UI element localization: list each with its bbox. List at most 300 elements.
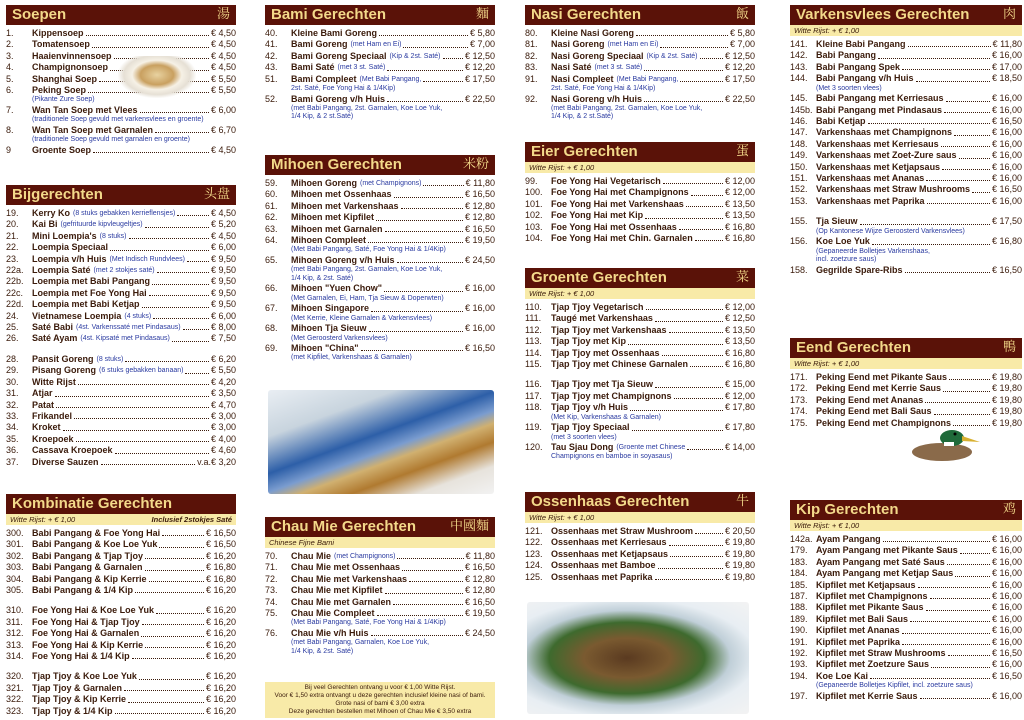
noodle-dish-image — [268, 390, 494, 494]
dot-leader — [115, 445, 209, 453]
item-price: € 3,00 — [210, 410, 236, 421]
item-description: incl. zoetzure saus) — [816, 256, 877, 263]
item-number: 91. — [525, 73, 538, 84]
item-name: Kipfilet met Zoetzure Saus — [816, 659, 930, 670]
dot-leader — [177, 208, 209, 216]
menu-item — [6, 400, 236, 411]
dot-leader — [680, 74, 723, 82]
menu-item — [6, 651, 236, 662]
item-number: 22c. — [6, 287, 24, 298]
item-price: € 13,50 — [724, 198, 755, 209]
item-price: € 4,60 — [210, 445, 236, 456]
item-price: € 16,50 — [464, 223, 495, 234]
item-price: € 17,50 — [991, 216, 1022, 227]
dot-leader — [132, 651, 204, 659]
item-price: € 12,00 — [724, 390, 755, 401]
section-nasi — [525, 5, 755, 122]
section-varkensvlees — [790, 5, 1022, 276]
menu-item — [6, 254, 236, 265]
item-name: Mihoen Tja Sieuw — [291, 323, 367, 334]
menu-item — [6, 551, 236, 562]
item-name: Loempia Speciaal — [32, 242, 109, 253]
menu-item — [790, 659, 1022, 670]
item-name: Foe Yong Hai & Kip Kerrie — [32, 639, 144, 650]
section-title: Bami Gerechten — [271, 6, 387, 23]
dot-leader — [140, 105, 209, 113]
menu-item — [790, 395, 1022, 406]
item-price: € 13,50 — [724, 336, 755, 347]
item-name: Nasi Saté — [551, 62, 592, 73]
dot-leader — [636, 28, 728, 36]
item-number: 117. — [525, 390, 542, 401]
item-price: € 16,00 — [991, 534, 1022, 544]
dot-leader — [690, 359, 723, 367]
item-price: € 16,80 — [205, 573, 236, 584]
item-name: Ossenhaas met Bamboe — [551, 560, 656, 571]
dot-leader — [674, 391, 723, 399]
item-number: 34. — [6, 422, 19, 433]
item-price: € 16,20 — [205, 585, 236, 596]
item-number: 68. — [265, 323, 278, 334]
dot-leader — [443, 51, 463, 59]
item-name: Foe Yong Hai & Garnalen — [32, 628, 140, 639]
item-note: (met 3 st. Saté) — [337, 64, 386, 72]
dot-leader — [949, 372, 990, 380]
item-note: (met Champignons) — [334, 553, 396, 560]
item-number: 6. — [6, 85, 14, 96]
item-price: € 4,70 — [210, 399, 236, 410]
item-price: € 16,80 — [724, 221, 755, 232]
dot-leader — [646, 302, 723, 310]
menu-item — [6, 333, 236, 344]
item-number: 73. — [265, 585, 278, 596]
dot-leader — [56, 400, 209, 408]
item-price: € 16,20 — [205, 628, 236, 639]
item-price: € 19,80 — [724, 548, 755, 559]
section-subheader — [525, 288, 755, 299]
menu-list — [525, 176, 755, 244]
menu-item — [265, 323, 495, 334]
item-name: Kroket — [32, 422, 61, 433]
item-number: 110. — [525, 302, 542, 312]
item-price: € 4,50 — [210, 50, 236, 61]
section-title: Kip Gerechten — [796, 501, 899, 518]
item-price: € 9,50 — [210, 253, 236, 264]
item-number: 72. — [265, 573, 278, 584]
dot-leader — [691, 187, 723, 195]
menu-item — [790, 671, 1022, 682]
menu-item — [525, 526, 755, 537]
menu-item — [525, 187, 755, 198]
item-number: 30. — [6, 376, 19, 387]
dot-leader — [700, 51, 723, 59]
item-description: (met 3 soorten vlees) — [551, 433, 617, 441]
dot-leader — [152, 276, 209, 284]
menu-list — [265, 551, 495, 656]
item-name: Kippensoep — [32, 28, 84, 38]
note-line: Deze gerechten bestellen met Mihoen of Chau Mie € 3,50 extra — [288, 708, 472, 715]
item-price: € 16,00 — [991, 138, 1022, 149]
dot-leader — [183, 322, 209, 330]
item-number: 23. — [6, 253, 19, 264]
list-gap — [6, 662, 236, 671]
item-price: € 24,50 — [464, 254, 495, 265]
chinese-title: 麵 — [475, 7, 489, 22]
item-number: 26. — [6, 333, 19, 344]
menu-item — [6, 265, 236, 276]
section-title: Varkensvlees Gerechten — [796, 6, 970, 23]
item-number: 150. — [790, 161, 808, 172]
menu-item — [525, 222, 755, 233]
dot-leader — [78, 377, 209, 385]
menu-item — [265, 562, 495, 573]
item-name: Tjap Tjoy met Tja Sieuw — [551, 379, 654, 390]
item-price: € 6,20 — [210, 353, 236, 364]
dot-leader — [369, 323, 463, 331]
item-name: Mihoen "China" — [291, 343, 359, 354]
item-number: 156. — [790, 236, 808, 247]
dot-leader — [920, 691, 990, 699]
item-price: € 12,50 — [724, 313, 755, 324]
item-name: Pansit Goreng — [32, 353, 94, 364]
menu-item — [6, 39, 236, 50]
menu-item — [6, 528, 236, 539]
item-note: (Met Babi Pangang, — [616, 75, 679, 83]
item-note: (6 stuks gebakken banaan) — [99, 367, 184, 375]
item-description: (met Babi Pangang, Garnalen, Koe Loe Yuk, — [291, 639, 430, 647]
item-name: Babi Ketjap — [816, 115, 866, 126]
item-price: € 19,80 — [991, 406, 1022, 417]
dot-leader — [916, 73, 990, 81]
menu-item — [265, 189, 495, 200]
menu-list — [790, 534, 1022, 702]
dot-leader — [959, 150, 990, 158]
dot-leader — [954, 127, 990, 135]
dot-leader — [185, 365, 209, 373]
dot-leader — [423, 178, 463, 186]
section-subheader — [265, 537, 495, 548]
item-number: 36. — [6, 445, 19, 456]
item-price: € 16,00 — [991, 591, 1022, 602]
dot-leader — [377, 608, 463, 616]
menu-item — [525, 74, 755, 85]
dot-leader — [157, 265, 209, 273]
item-description: (Gepaneerde Bolletjes Kipfilet, incl. zoetzure saus) — [816, 682, 973, 690]
dot-leader — [403, 39, 467, 47]
menu-item — [6, 605, 236, 616]
menu-item — [790, 625, 1022, 636]
item-price: € 14,00 — [724, 442, 755, 453]
item-price: € 16,00 — [991, 93, 1022, 104]
item-number: 194. — [790, 670, 808, 681]
item-name: Foe Yong Hai met Varkenshaas — [551, 198, 684, 209]
dot-leader — [934, 406, 990, 414]
item-number: 191. — [790, 636, 808, 647]
item-price: € 9,50 — [210, 265, 236, 276]
item-number: 7. — [6, 104, 14, 115]
item-number: 321. — [6, 682, 24, 693]
chinese-title: 菜 — [735, 270, 749, 285]
dot-leader — [155, 125, 209, 133]
item-price: € 5,50 — [210, 73, 236, 84]
section-title: Groente Gerechten — [531, 269, 667, 286]
menu-item — [790, 534, 1022, 545]
dot-leader — [955, 568, 990, 576]
dot-leader — [63, 422, 209, 430]
menu-item — [525, 560, 755, 571]
item-number: 42. — [265, 50, 278, 61]
item-name: Diverse Sauzen — [32, 456, 99, 467]
item-name: Babi Pangang & Foe Yong Hai — [32, 528, 161, 538]
chau-mie-note — [265, 682, 495, 718]
dot-leader — [379, 28, 468, 36]
item-number: 37. — [6, 456, 19, 467]
item-price: € 12,20 — [464, 62, 495, 73]
item-name: Mihoen Goreng — [291, 178, 357, 188]
dot-leader — [872, 236, 990, 244]
item-name: Bami Compleet — [291, 73, 357, 84]
item-number: 74. — [265, 596, 278, 607]
menu-item — [6, 706, 236, 717]
menu-list — [525, 302, 755, 462]
dot-leader — [149, 288, 209, 296]
item-name: Ayam Pangang met Pikante Saus — [816, 545, 958, 556]
item-number: 158. — [790, 264, 808, 275]
item-number: 142. — [790, 50, 808, 61]
item-number: 35. — [6, 433, 19, 444]
item-name: Taugé met Varkenshaas — [551, 313, 653, 324]
item-number: 322. — [6, 694, 24, 705]
dot-leader — [387, 94, 463, 102]
menu-item — [790, 50, 1022, 61]
item-number: 60. — [265, 189, 278, 200]
menu-list — [525, 526, 755, 583]
item-price: € 15,00 — [724, 379, 755, 390]
item-number: 8. — [6, 124, 14, 135]
item-number: 32. — [6, 399, 19, 410]
menu-item — [265, 39, 495, 50]
item-number: 102. — [525, 210, 543, 221]
item-price: € 11,80 — [992, 39, 1022, 49]
subheader-left: Witte Rijst: + € 1,00 — [529, 513, 595, 522]
item-price: € 19,80 — [991, 417, 1022, 428]
item-price: € 17,50 — [464, 73, 495, 84]
dot-leader — [941, 139, 990, 147]
menu-item — [790, 557, 1022, 568]
item-name: Varkenshaas met Zoet-Zure saus — [816, 150, 957, 161]
item-price: € 9,50 — [210, 287, 236, 298]
item-number: 300. — [6, 528, 24, 538]
item-note: (8 stuks gebakken kerrieflensjes) — [73, 210, 176, 217]
section-title: Ossenhaas Gerechten — [531, 493, 690, 510]
menu-item — [6, 322, 236, 333]
menu-item — [6, 105, 236, 116]
item-price: € 16,00 — [991, 127, 1022, 138]
item-name: Pisang Goreng — [32, 365, 97, 376]
menu-item — [6, 422, 236, 433]
section-title: Chau Mie Gerechten — [271, 518, 417, 535]
menu-list — [6, 528, 236, 717]
dot-leader — [645, 210, 723, 218]
menu-item — [525, 537, 755, 548]
dot-leader — [663, 176, 723, 184]
item-name: Kai Bi — [32, 219, 58, 230]
item-name: Groente Soep — [32, 144, 92, 155]
dot-leader — [153, 311, 209, 319]
item-description: 2st. Saté, Foe Yong Hai & 1/4Kip) — [551, 85, 656, 93]
item-number: 114. — [525, 347, 542, 358]
menu-item — [265, 62, 495, 73]
list-gap — [790, 207, 1022, 216]
item-price: € 16,00 — [991, 625, 1022, 636]
item-number: 303. — [6, 562, 24, 573]
item-description: (traditionele Soep gevuld met varkensvlees en groente) — [32, 116, 204, 124]
item-name: Babi Pangang & Garnalen — [32, 562, 143, 573]
dot-leader — [125, 354, 209, 362]
item-price: € 16,00 — [464, 323, 495, 334]
item-price: € 16,00 — [991, 545, 1022, 556]
menu-list — [265, 28, 495, 122]
section-header — [790, 338, 1022, 358]
dot-leader — [93, 145, 209, 153]
item-price: € 12,80 — [464, 200, 495, 211]
menu-item — [6, 539, 236, 550]
item-name: Tjap Tjoy & Koe Loe Yuk — [32, 671, 137, 682]
item-number: 121. — [525, 526, 543, 536]
menu-item — [6, 574, 236, 585]
menu-item — [6, 299, 236, 310]
item-note: (4 stuks) — [124, 312, 152, 320]
menu-item — [265, 224, 495, 235]
item-name: Kipfilet met Kerrie Saus — [816, 690, 918, 701]
item-name: Tjap Tjoy & 1/4 Kip — [32, 705, 113, 716]
item-price: € 5,50 — [210, 365, 236, 376]
item-name: Tomatensoep — [32, 39, 90, 50]
dot-leader — [655, 313, 723, 321]
menu-item — [265, 343, 495, 354]
item-name: Peking Eend met Ananas — [816, 394, 924, 405]
item-number: 174. — [790, 406, 808, 417]
section-title: Nasi Gerechten — [531, 6, 642, 23]
dot-leader — [394, 189, 463, 197]
item-name: Atjar — [32, 388, 53, 399]
menu-item — [525, 572, 755, 583]
dot-leader — [679, 222, 723, 230]
item-name: Mihoen met Varkenshaas — [291, 200, 399, 211]
item-name: Witte Rijst — [32, 376, 76, 387]
section-subheader — [525, 162, 755, 173]
item-price: € 12,00 — [724, 302, 755, 312]
item-name: Tjap Tjoy met Kip — [551, 336, 627, 347]
item-name: Champignonsoep — [32, 62, 108, 73]
item-name: Mihoen met Ossenhaas — [291, 189, 392, 200]
item-description: (Op Kantonese Wijze Geroosterd Varkensvlees) — [816, 227, 965, 235]
item-name: Nasi Goreng Speciaal — [551, 50, 644, 61]
section-title: Eier Gerechten — [531, 143, 638, 160]
section-bami — [265, 5, 495, 122]
item-name: Ossenhaas met Paprika — [551, 571, 653, 582]
menu-item — [790, 372, 1022, 383]
item-price: € 4,20 — [210, 376, 236, 387]
item-number: 143. — [790, 61, 808, 72]
item-price: € 16,50 — [205, 528, 236, 538]
item-name: Kipfilet met Bali Saus — [816, 613, 909, 624]
item-note: (met 3 st. Saté) — [594, 64, 643, 72]
item-price: € 16,50 — [464, 189, 495, 200]
dot-leader — [686, 199, 723, 207]
menu-item — [6, 617, 236, 628]
item-price: € 16,50 — [205, 539, 236, 550]
item-description: 1/4 Kip, & 2 st.Saté) — [551, 113, 614, 121]
dot-leader — [644, 62, 723, 70]
item-price: € 16,20 — [205, 705, 236, 716]
item-name: Babi Pangang v/h Huis — [816, 73, 914, 84]
dot-leader — [385, 585, 463, 593]
menu-item — [790, 39, 1022, 50]
item-number: 144. — [790, 73, 808, 84]
dot-leader — [644, 94, 723, 102]
menu-item — [6, 208, 236, 219]
chinese-title: 湯 — [216, 7, 230, 22]
item-description: (Met Geroosterd Varkensvlees) — [291, 334, 388, 342]
item-number: 69. — [265, 343, 278, 354]
chinese-title: 牛 — [735, 494, 749, 509]
section-header — [6, 494, 236, 514]
item-name: Tjap Tjoy met Champignons — [551, 390, 672, 401]
item-name: Kleine Bami Goreng — [291, 28, 378, 38]
item-price: € 13,50 — [724, 324, 755, 335]
dot-leader — [630, 402, 723, 410]
subheader-left: Witte Rijst: + € 1,00 — [529, 163, 595, 172]
dot-leader — [908, 39, 991, 47]
section-header — [525, 268, 755, 288]
item-name: Varkenshaas met Ananas — [816, 172, 925, 183]
item-price: € 19,50 — [464, 235, 495, 246]
dot-leader — [695, 233, 723, 241]
item-name: Peking Eend met Champignons — [816, 417, 952, 428]
menu-item — [790, 614, 1022, 625]
dot-leader — [658, 560, 723, 568]
section-header — [6, 185, 236, 205]
item-name: Babi Pangang — [816, 50, 877, 61]
item-price: € 12,50 — [724, 50, 755, 61]
menu-item — [6, 276, 236, 287]
item-description: (Met 3 soorten vlees) — [816, 84, 882, 92]
item-number: 148. — [790, 138, 808, 149]
menu-item — [6, 311, 236, 322]
dot-leader — [660, 39, 727, 47]
item-price: € 16,20 — [205, 605, 236, 616]
menu-item — [265, 201, 495, 212]
section-chau-mie — [265, 517, 495, 656]
item-name: Babi Pangang & Kip Kerrie — [32, 573, 147, 584]
dot-leader — [946, 93, 990, 101]
item-number: 185. — [790, 579, 808, 590]
item-number: 119. — [525, 422, 542, 433]
item-price: € 20,50 — [724, 526, 755, 536]
item-number: 22b. — [6, 276, 24, 287]
item-name: Tjap Tjoy Speciaal — [551, 422, 630, 433]
section-title: Soepen — [12, 6, 67, 23]
item-name: Tjap Tjoy met Varkenshaas — [551, 324, 667, 335]
dot-leader — [925, 395, 990, 403]
item-name: Chau Mie — [291, 551, 332, 561]
item-name: Tjap Tjoy met Ossenhaas — [551, 347, 660, 358]
item-price: € 3,00 — [210, 422, 236, 433]
item-number: 104. — [525, 233, 543, 244]
item-price: € 12,20 — [724, 62, 755, 73]
dot-leader — [628, 336, 723, 344]
